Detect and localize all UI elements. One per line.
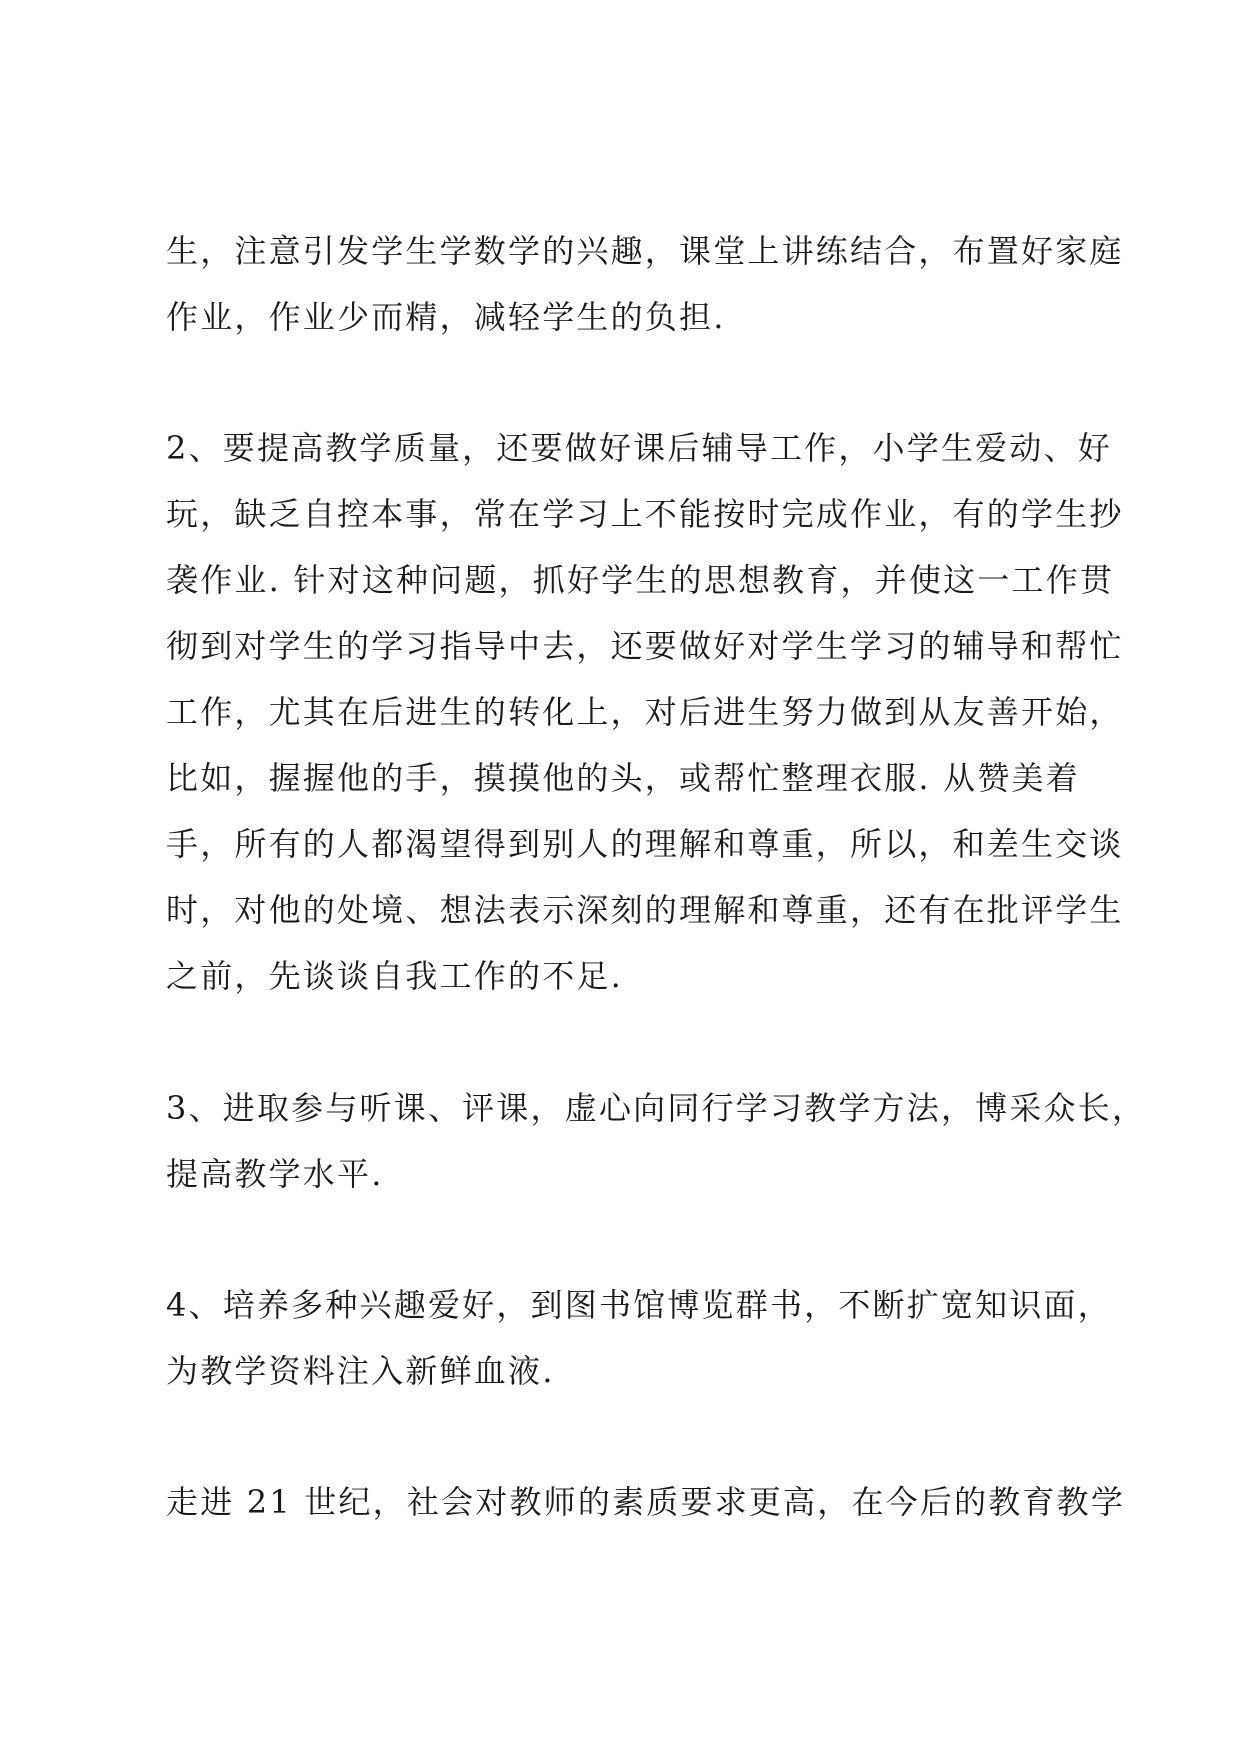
paragraph-line: 3、进取参与听课、评课，虚心向同行学习教学方法，博采众长， <box>166 1089 1147 1127</box>
paragraph-line: 比如，握握他的手，摸摸他的头，或帮忙整理衣服. 从赞美着 <box>166 759 1080 797</box>
paragraph-line: 玩，缺乏自控本事，常在学习上不能按时完成作业，有的学生抄 <box>166 495 1124 533</box>
paragraph-line: 作业，作业少而精，减轻学生的负担. <box>166 298 726 336</box>
paragraph-line: 时，对他的处境、想法表示深刻的理解和尊重，还有在批评学生 <box>166 891 1124 929</box>
paragraph-line: 袭作业. 针对这种问题，抓好学生的思想教育，并使这一工作贯 <box>166 561 1115 599</box>
paragraph-line: 提高教学水平. <box>166 1155 384 1193</box>
paragraph-line: 手，所有的人都渴望得到别人的理解和尊重，所以，和差生交谈 <box>166 825 1124 863</box>
paragraph-line: 之前，先谈谈自我工作的不足. <box>166 957 623 995</box>
paragraph-line: 4、培养多种兴趣爱好，到图书馆博览群书，不断扩宽知识面， <box>166 1286 1112 1324</box>
paragraph-line: 走进 21 世纪，社会对教师的素质要求更高，在今后的教育教学 <box>166 1483 1126 1521</box>
paragraph-line: 2、要提高教学质量，还要做好课后辅导工作，小学生爱动、好 <box>166 429 1112 467</box>
paragraph-line: 为教学资料注入新鲜血液. <box>166 1352 555 1390</box>
paragraph-line: 彻到对学生的学习指导中去，还要做好对学生学习的辅导和帮忙 <box>166 627 1124 665</box>
paragraph-line: 生，注意引发学生学数学的兴趣，课堂上讲练结合，布置好家庭 <box>166 232 1124 270</box>
paragraph-line: 工作，尤其在后进生的转化上，对后进生努力做到从友善开始， <box>166 693 1124 731</box>
